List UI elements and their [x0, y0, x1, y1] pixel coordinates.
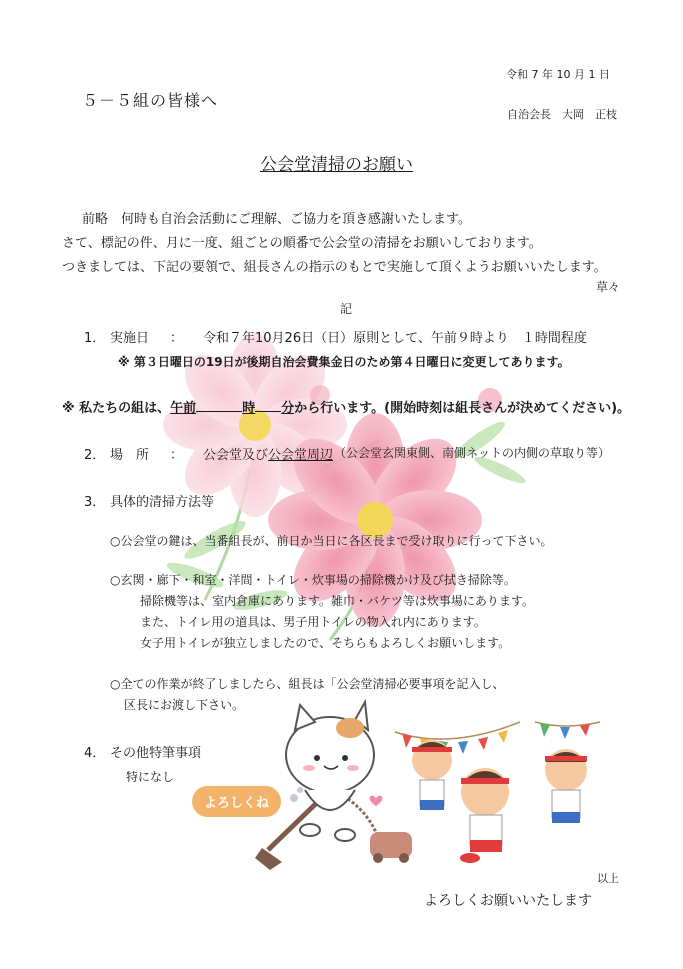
item2-note: （公会堂玄関東側、南側ネットの内側の草取り等）: [334, 446, 611, 460]
item3-bullet-3-line2: 区長にお渡し下さい。: [124, 698, 245, 712]
item4-label: その他特筆事項: [110, 746, 202, 761]
item3-bullet-2-line2: 掃除機等は、室内倉庫にあります。雑巾・バケツ等は炊事場にあります。: [140, 594, 534, 608]
item3-bullet-1: ○公会堂の鍵は、当番組長が、前日か当日に各区長まで受け取りに行って下さい。: [110, 534, 553, 548]
signoff: よろしくお願いいたします: [424, 893, 592, 909]
item3-number: 3．: [84, 495, 106, 510]
ki-heading: 記: [340, 302, 353, 316]
item4-value: 特になし: [126, 770, 175, 784]
start-time-minute: 分: [281, 401, 295, 416]
start-time-suffix: から行います。(開始時刻は組長さんが決めてください)。: [294, 401, 631, 416]
item4-number: 4．: [84, 746, 106, 761]
item1-value: 令和７年10月26日（日）原則として、午前９時より １時間程度: [203, 331, 587, 346]
item3-bullet-2-line4: 女子用トイレが独立しましたので、そちらもよろしくお願いします。: [140, 636, 511, 650]
document-date: 令和 7 年 10 月 1 日: [506, 68, 610, 81]
page-title: 公会堂清掃のお願い: [260, 155, 413, 175]
item3-bullet-2-line1: ○玄関・廊下・和室・洋間・トイレ・炊事場の掃除機かけ及び拭き掃除等。: [110, 573, 516, 587]
intro-line-1: 前略 何時も自治会活動にご理解、ご協力を頂き感謝いたします。: [82, 212, 471, 227]
item1-number: 1．: [84, 331, 106, 346]
item1-colon: ：: [170, 331, 184, 346]
item2-colon: ：: [170, 448, 184, 463]
yoroshiku-badge: よろしくね: [192, 786, 281, 817]
item3-label: 具体的清掃方法等: [110, 495, 215, 510]
addressee: ５－５組の皆様へ: [82, 91, 219, 110]
start-time-prefix: ※ 私たちの組は、: [62, 401, 171, 416]
closing-word: 草々: [596, 280, 621, 294]
item2-label: 場 所: [110, 448, 150, 463]
item3-bullet-3-line1: ○全ての作業が終了しましたら、組長は「公会堂清掃必要事項を記入し、: [110, 677, 505, 691]
item2-value-a: 公会堂及び: [203, 448, 269, 463]
item2-number: 2．: [84, 448, 106, 463]
item3-bullet-2-line3: また、トイレ用の道具は、男子用トイレの物入れ内にあります。: [140, 615, 486, 629]
intro-line-2: さて、標記の件、月に一度、組ごとの順番で公会堂の清掃をお願いしております。: [62, 236, 542, 251]
end-mark: 以上: [597, 872, 619, 885]
start-time-am: 午前: [170, 401, 197, 416]
start-time-hour: 時: [242, 401, 256, 416]
running-children-illustration: [412, 740, 587, 863]
sender: 自治会長 大岡 正枝: [507, 108, 617, 121]
item2-value-b: 公会堂周辺: [268, 448, 334, 463]
item1-label: 実施日: [110, 331, 150, 346]
cat-vacuum-illustration: [255, 702, 412, 870]
item1-note: ※ 第３日曜日の19日が後期自治会費集金日のため第４日曜日に変更してあります。: [118, 355, 570, 369]
intro-line-3: つきましては、下記の要領で、組長さんの指示のもとで実施して頂くようお願いいたします。: [62, 260, 607, 275]
